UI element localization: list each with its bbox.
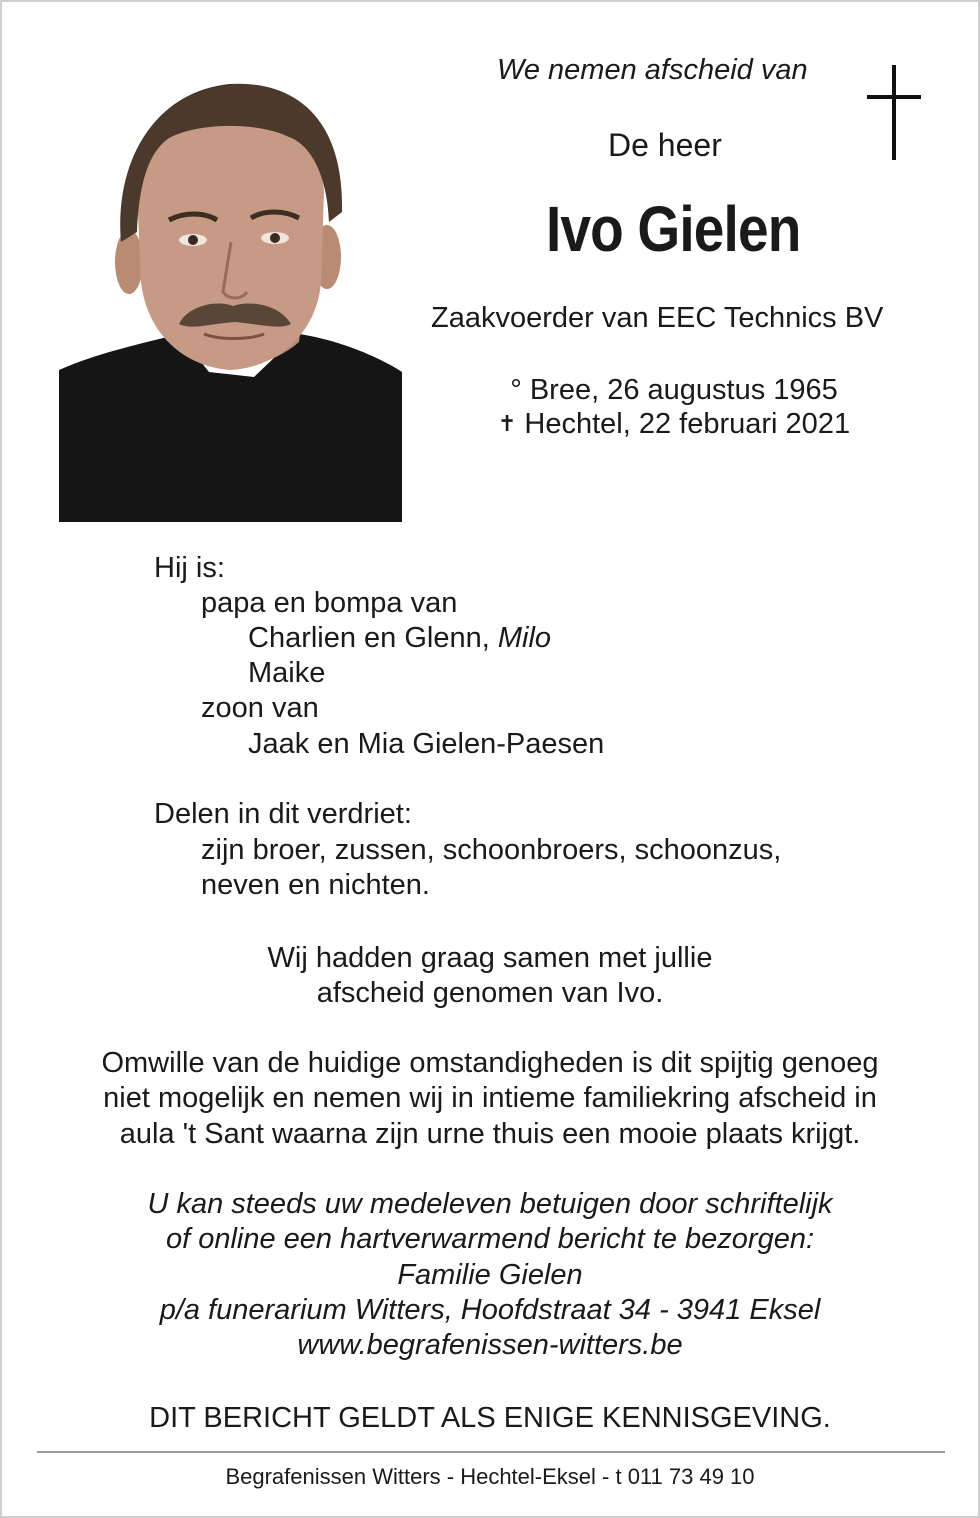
portrait-illustration	[59, 72, 402, 522]
undertaker-footer: Begrafenissen Witters - Hechtel-Eksel - t 011 73 49 10	[225, 1464, 755, 1489]
message-line-2: afscheid genomen van Ivo.	[316, 977, 664, 1009]
deceased-name: Ivo Gielen	[546, 193, 801, 265]
family-heading: Hij is:	[154, 552, 225, 584]
occupation: Zaakvoerder van EEC Technics BV	[431, 302, 884, 334]
relation-son: zoon van	[201, 692, 319, 724]
grandchild-name: Milo	[497, 622, 552, 654]
footer-divider	[37, 1451, 945, 1453]
circumstances-line-3: aula 't Sant waarna zijn urne thuis een mooie plaats krijgt.	[119, 1118, 861, 1150]
death-text: Hechtel, 22 februari 2021	[516, 408, 851, 440]
condolence-line-1: U kan steeds uw medeleven betuigen door schriftelijk	[147, 1188, 833, 1220]
death-line	[432, 408, 916, 441]
child-name: Maike	[248, 657, 326, 689]
share-line-1: zijn broer, zussen, schoonbroers, schoonzus,	[201, 834, 782, 866]
death-cross-icon: ✝	[497, 411, 517, 436]
cross-icon	[867, 65, 921, 160]
share-line-2: neven en nichten.	[201, 869, 430, 901]
condolence-address: p/a funerarium Witters, Hoofdstraat 34 - 3941 Eksel	[159, 1294, 821, 1326]
message-line-1: Wij hadden graag samen met jullie	[267, 942, 713, 974]
condolence-website: www.begrafenissen-witters.be	[297, 1329, 683, 1361]
condolence-line-2: of online een hartverwarmend bericht te bezorgen:	[165, 1223, 815, 1255]
condolence-family: Familie Gielen	[397, 1259, 583, 1291]
share-heading: Delen in dit verdriet:	[154, 798, 412, 830]
children-names: Charlien en Glenn,	[248, 622, 498, 654]
birth-line: ° Bree, 26 augustus 1965	[510, 374, 838, 406]
children-line	[248, 622, 551, 655]
intro-text: We nemen afscheid van	[497, 54, 808, 86]
parents-names: Jaak en Mia Gielen-Paesen	[248, 728, 605, 760]
circumstances-line-2: niet mogelijk en nemen wij in intieme familiekring afscheid in	[103, 1082, 877, 1114]
circumstances-line-1: Omwille van de huidige omstandigheden is dit spijtig genoeg	[101, 1047, 879, 1079]
portrait-photo	[59, 72, 402, 522]
honorific: De heer	[608, 127, 722, 163]
notice-statement: DIT BERICHT GELDT ALS ENIGE KENNISGEVING.	[149, 1402, 831, 1434]
relation-father: papa en bompa van	[201, 587, 458, 619]
